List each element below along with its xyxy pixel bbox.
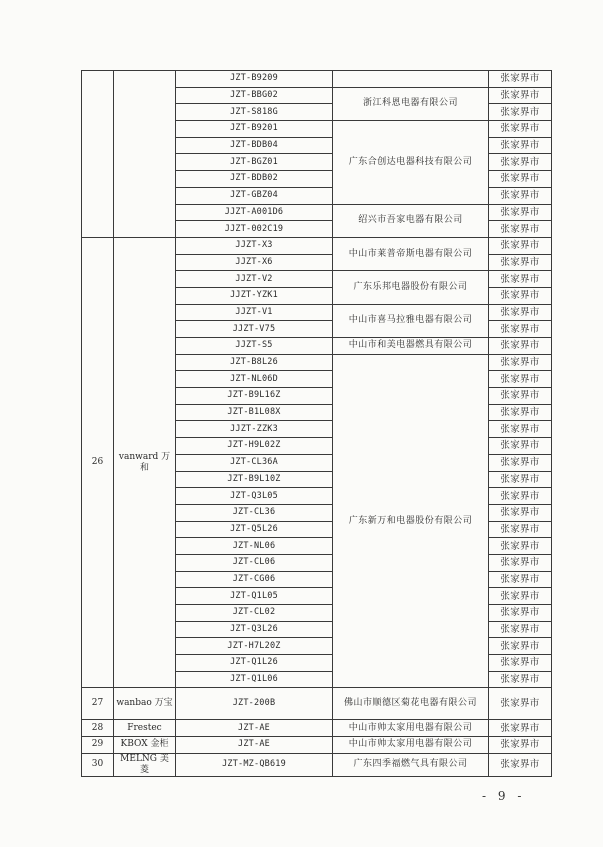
model-cell: JZT-Q1L05 (176, 588, 333, 605)
model-cell: JZT-Q1L06 (176, 671, 333, 688)
model-cell: JZT-S818G (176, 104, 333, 121)
model-cell: JZT-BDB04 (176, 137, 333, 154)
row-number-cell (82, 71, 114, 238)
brand-cell: Frestec (114, 720, 176, 737)
city-cell: 张家界市 (489, 221, 552, 238)
model-cell: JJZT-A001D6 (176, 204, 333, 221)
company-cell: 中山市喜马拉雅电器有限公司 (333, 304, 489, 337)
city-cell: 张家界市 (489, 371, 552, 388)
city-cell: 张家界市 (489, 254, 552, 271)
city-cell: 张家界市 (489, 688, 552, 720)
table-row (82, 688, 552, 720)
city-cell: 张家界市 (489, 187, 552, 204)
city-cell: 张家界市 (489, 121, 552, 138)
city-cell: 张家界市 (489, 71, 552, 88)
city-cell: 张家界市 (489, 488, 552, 505)
company-cell: 广东四季福燃气具有限公司 (333, 753, 489, 776)
city-cell: 张家界市 (489, 504, 552, 521)
city-cell: 张家界市 (489, 438, 552, 455)
city-cell: 张家界市 (489, 237, 552, 254)
city-cell: 张家界市 (489, 171, 552, 188)
model-cell: JZT-BDB02 (176, 171, 333, 188)
city-cell: 张家界市 (489, 605, 552, 622)
city-cell: 张家界市 (489, 588, 552, 605)
city-cell: 张家界市 (489, 354, 552, 371)
brand-cell: KBOX 金柜 (114, 737, 176, 754)
city-cell: 张家界市 (489, 388, 552, 405)
model-cell: JZT-Q3L26 (176, 621, 333, 638)
model-cell: JZT-CL02 (176, 605, 333, 622)
model-cell: JZT-CL06 (176, 554, 333, 571)
city-cell: 张家界市 (489, 204, 552, 221)
model-cell: JJZT-X6 (176, 254, 333, 271)
city-cell: 张家界市 (489, 720, 552, 737)
city-cell: 张家界市 (489, 454, 552, 471)
model-cell: JZT-200B (176, 688, 333, 720)
city-cell: 张家界市 (489, 321, 552, 338)
city-cell: 张家界市 (489, 621, 552, 638)
page-number: - 9 - (482, 789, 526, 803)
table-row (82, 720, 552, 737)
model-cell: JZT-H9L02Z (176, 438, 333, 455)
model-cell: JJZT-X3 (176, 237, 333, 254)
city-cell: 张家界市 (489, 554, 552, 571)
city-cell: 张家界市 (489, 521, 552, 538)
city-cell: 张家界市 (489, 87, 552, 104)
table-row (82, 753, 552, 776)
model-cell: JZT-H7L20Z (176, 638, 333, 655)
model-cell: JZT-GBZ04 (176, 187, 333, 204)
city-cell: 张家界市 (489, 287, 552, 304)
table-row (82, 737, 552, 754)
city-cell: 张家界市 (489, 271, 552, 288)
model-cell: JZT-CG06 (176, 571, 333, 588)
model-cell: JZT-B9209 (176, 71, 333, 88)
city-cell: 张家界市 (489, 404, 552, 421)
city-cell: 张家界市 (489, 304, 552, 321)
row-number-cell: 29 (82, 737, 114, 754)
city-cell: 张家界市 (489, 137, 552, 154)
model-cell: JJZT-YZK1 (176, 287, 333, 304)
company-cell: 中山市帅太家用电器有限公司 (333, 720, 489, 737)
company-cell: 广东乐邦电器股份有限公司 (333, 271, 489, 304)
product-table-body (82, 71, 552, 777)
brand-cell: vanward 万和 (114, 237, 176, 688)
city-cell: 张家界市 (489, 737, 552, 754)
company-cell: 中山市帅太家用电器有限公司 (333, 737, 489, 754)
product-table (81, 70, 552, 777)
model-cell: JJZT-V1 (176, 304, 333, 321)
city-cell: 张家界市 (489, 638, 552, 655)
model-cell: JZT-B9201 (176, 121, 333, 138)
model-cell: JZT-BGZ01 (176, 154, 333, 171)
model-cell: JZT-MZ-QB619 (176, 753, 333, 776)
brand-cell: wanbao 万宝 (114, 688, 176, 720)
model-cell: JZT-Q5L26 (176, 521, 333, 538)
brand-cell: MELNG 美菱 (114, 753, 176, 776)
city-cell: 张家界市 (489, 104, 552, 121)
row-number-cell: 30 (82, 753, 114, 776)
model-cell: JZT-NL06D (176, 371, 333, 388)
model-cell: JZT-AE (176, 720, 333, 737)
city-cell: 张家界市 (489, 338, 552, 355)
model-cell: JJZT-V75 (176, 321, 333, 338)
model-cell: JJZT-002C19 (176, 221, 333, 238)
city-cell: 张家界市 (489, 421, 552, 438)
city-cell: 张家界市 (489, 655, 552, 672)
company-cell: 绍兴市吾家电器有限公司 (333, 204, 489, 237)
model-cell: JZT-B9L10Z (176, 471, 333, 488)
model-cell: JZT-Q3L05 (176, 488, 333, 505)
city-cell: 张家界市 (489, 538, 552, 555)
model-cell: JJZT-S5 (176, 338, 333, 355)
row-number-cell: 28 (82, 720, 114, 737)
company-cell: 广东新万和电器股份有限公司 (333, 354, 489, 688)
city-cell: 张家界市 (489, 753, 552, 776)
model-cell: JZT-B8L26 (176, 354, 333, 371)
table-row (82, 71, 552, 88)
row-number-cell: 27 (82, 688, 114, 720)
model-cell: JZT-Q1L26 (176, 655, 333, 672)
company-cell: 广东合创达电器科技有限公司 (333, 121, 489, 204)
city-cell: 张家界市 (489, 154, 552, 171)
model-cell: JZT-CL36A (176, 454, 333, 471)
model-cell: JJZT-V2 (176, 271, 333, 288)
model-cell: JZT-AE (176, 737, 333, 754)
company-cell: 佛山市顺德区菊花电器有限公司 (333, 688, 489, 720)
table-row (82, 237, 552, 254)
brand-cell (114, 71, 176, 238)
company-cell: 中山市莱普帝斯电器有限公司 (333, 237, 489, 270)
company-cell: 中山市和美电器燃具有限公司 (333, 338, 489, 355)
model-cell: JZT-BBG02 (176, 87, 333, 104)
model-cell: JZT-CL36 (176, 504, 333, 521)
model-cell: JZT-B9L16Z (176, 388, 333, 405)
city-cell: 张家界市 (489, 571, 552, 588)
city-cell: 张家界市 (489, 471, 552, 488)
model-cell: JZT-NL06 (176, 538, 333, 555)
model-cell: JZT-B1L08X (176, 404, 333, 421)
company-cell (333, 71, 489, 88)
model-cell: JJZT-ZZK3 (176, 421, 333, 438)
row-number-cell: 26 (82, 237, 114, 688)
company-cell: 浙江科恩电器有限公司 (333, 87, 489, 120)
city-cell: 张家界市 (489, 671, 552, 688)
